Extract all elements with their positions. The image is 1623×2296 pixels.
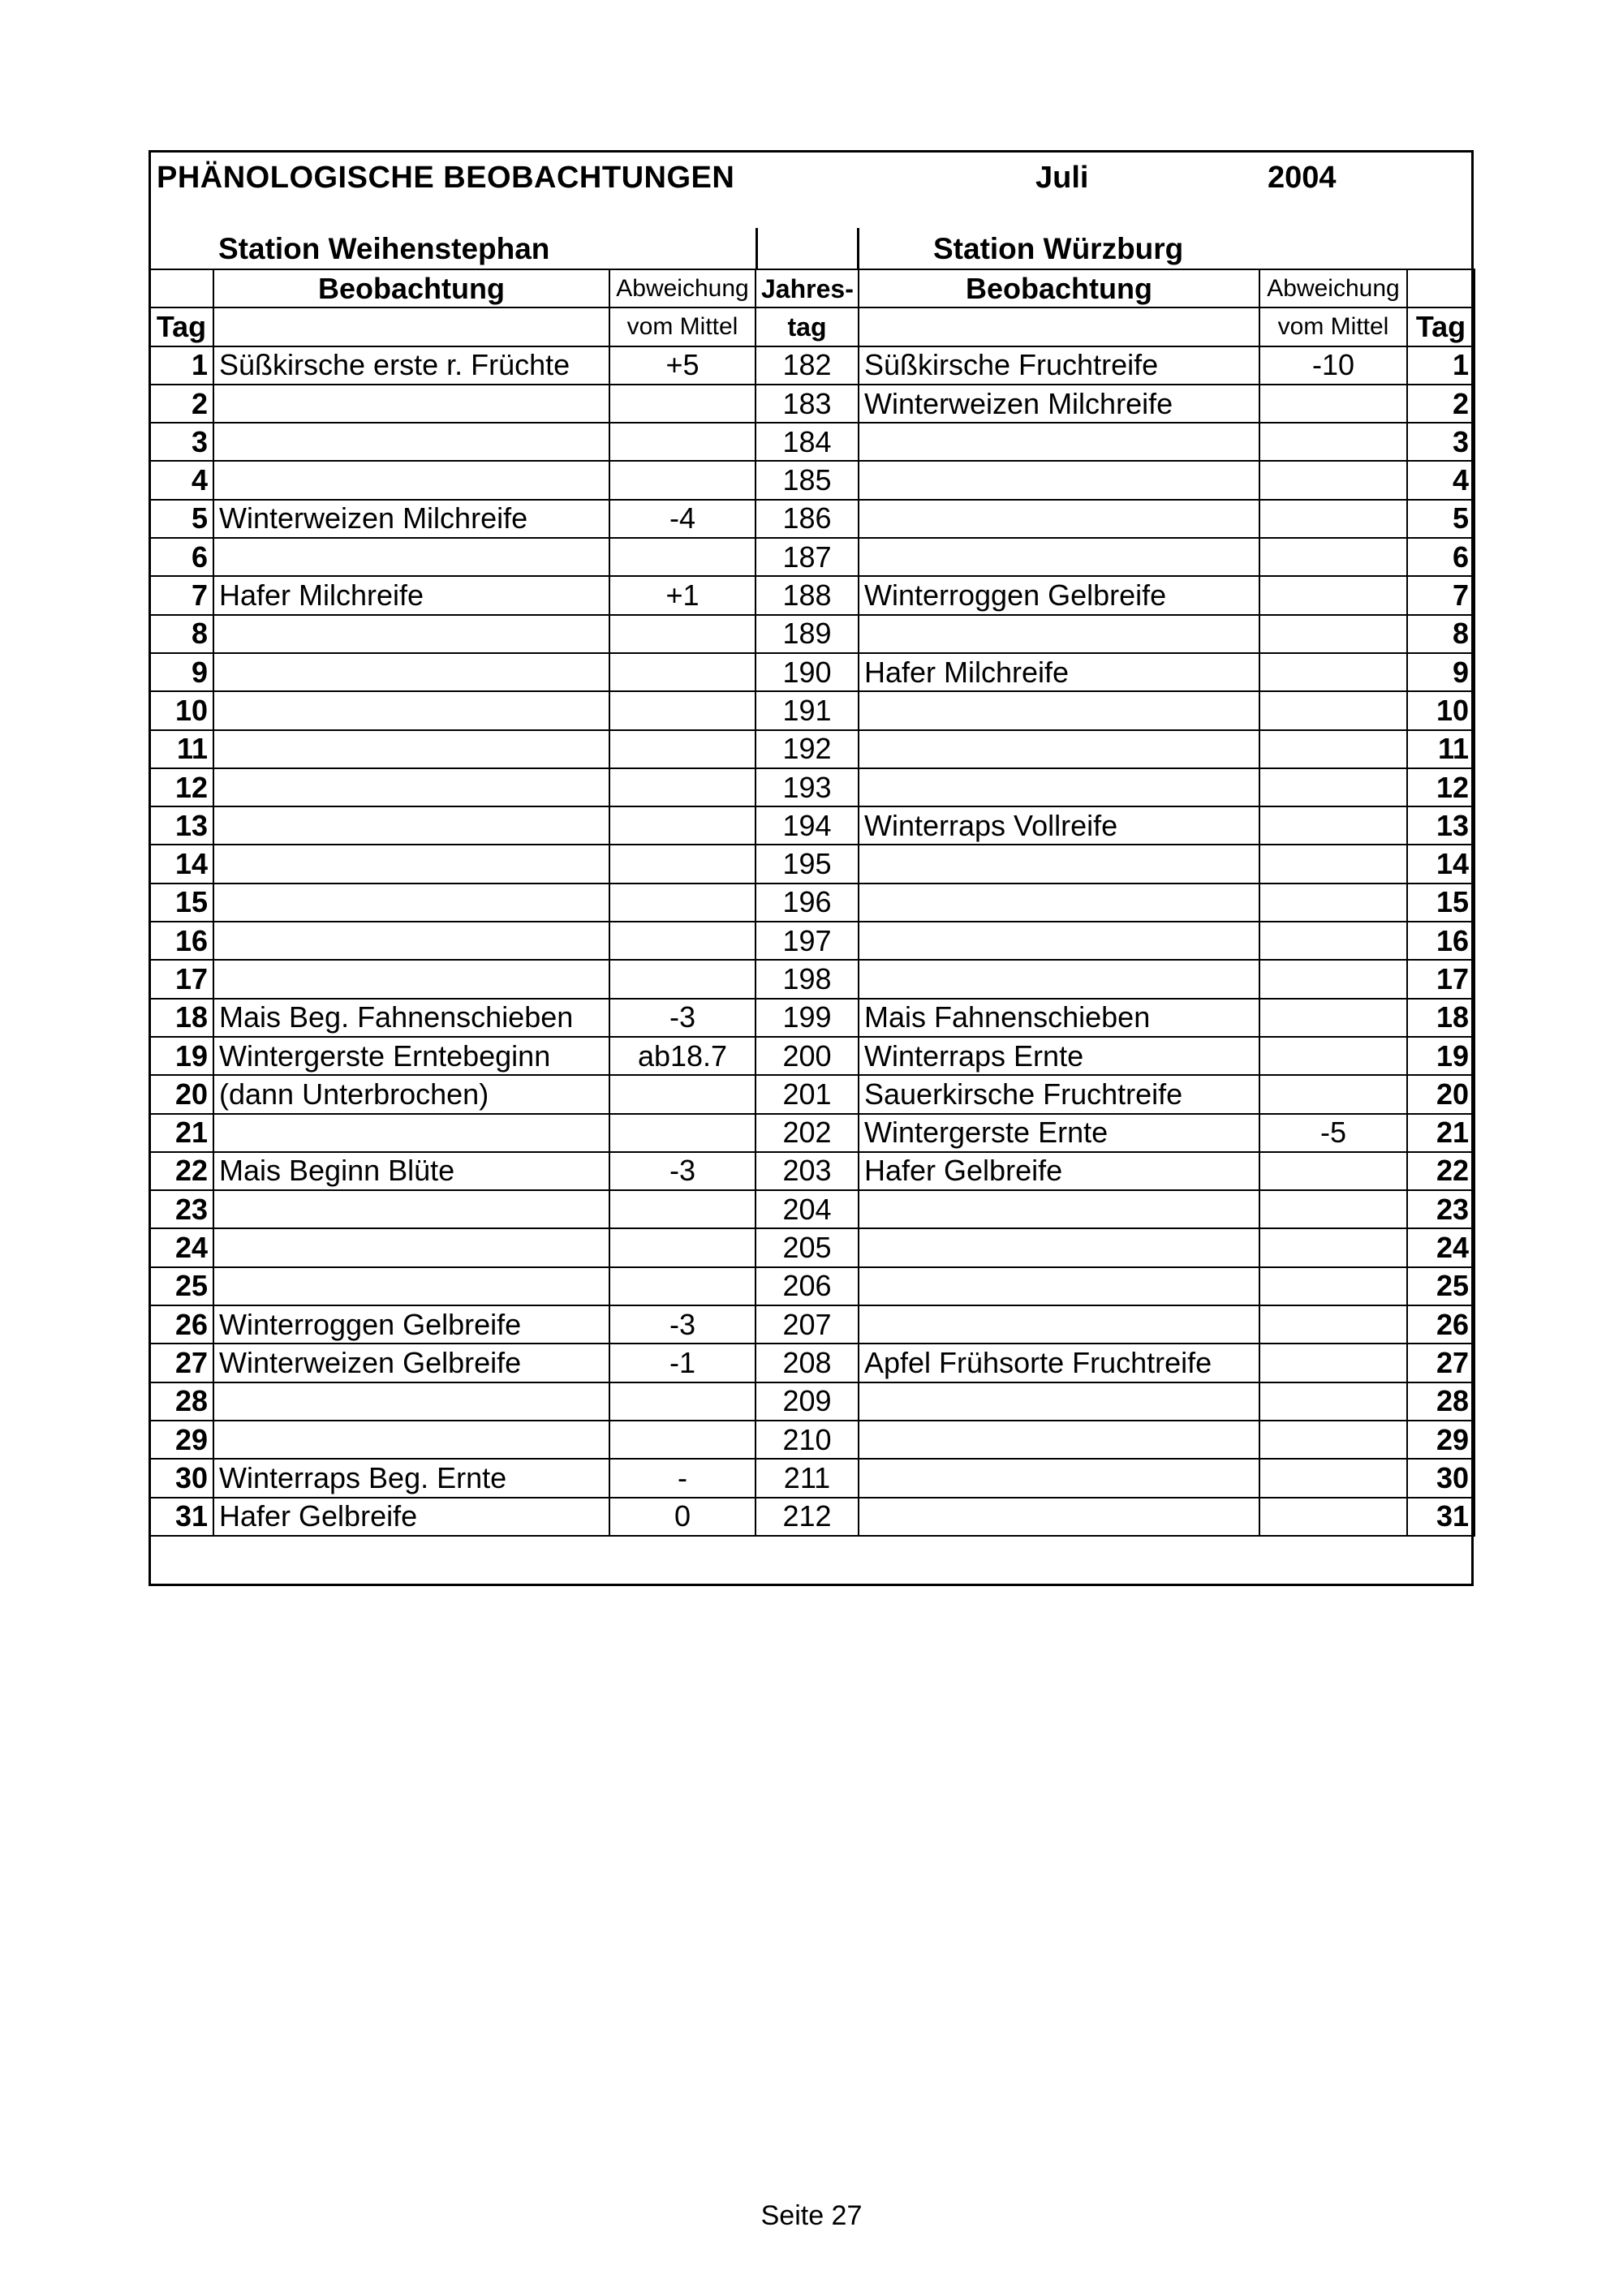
table-row <box>149 538 1474 576</box>
wuerzburg-observation-cell <box>859 1228 1259 1266</box>
day-of-year-cell: 193 <box>756 768 859 806</box>
wuerzburg-deviation-cell <box>1259 691 1407 729</box>
table-row <box>149 1267 1474 1305</box>
weihenstephan-deviation-cell <box>609 768 756 806</box>
wuerzburg-observation-cell: Süßkirsche Fruchtreife <box>859 346 1259 385</box>
day-right-cell: 29 <box>1407 1421 1474 1459</box>
weihenstephan-observation-cell: Süßkirsche erste r. Früchte <box>213 346 609 385</box>
wuerzburg-observation-cell: Winterraps Ernte <box>859 1037 1259 1075</box>
weihenstephan-deviation-cell: +1 <box>609 576 756 614</box>
wuerzburg-deviation-cell <box>1259 1421 1407 1459</box>
header-day-left: Tag <box>149 307 213 346</box>
day-of-year-cell: 185 <box>756 461 859 499</box>
wuerzburg-deviation-cell <box>1259 1498 1407 1536</box>
header-doy-top: Jahres- <box>756 269 859 307</box>
wuerzburg-deviation-cell <box>1259 1152 1407 1190</box>
day-left-cell: 19 <box>149 1037 213 1075</box>
table-row <box>149 1421 1474 1459</box>
wuerzburg-observation-cell <box>859 884 1259 922</box>
day-left-cell: 6 <box>149 538 213 576</box>
day-right-cell: 4 <box>1407 461 1474 499</box>
weihenstephan-deviation-cell: +5 <box>609 346 756 385</box>
wuerzburg-deviation-cell: -5 <box>1259 1114 1407 1152</box>
wuerzburg-deviation-cell: -10 <box>1259 346 1407 385</box>
column-header-row-1 <box>149 269 1474 307</box>
wuerzburg-observation-cell: Hafer Milchreife <box>859 653 1259 691</box>
day-left-cell: 27 <box>149 1344 213 1382</box>
day-left-cell: 2 <box>149 385 213 423</box>
wuerzburg-observation-cell <box>859 730 1259 768</box>
weihenstephan-observation-cell <box>213 884 609 922</box>
column-header-row-2 <box>149 307 1474 346</box>
day-right-cell: 9 <box>1407 653 1474 691</box>
day-right-cell: 17 <box>1407 960 1474 998</box>
weihenstephan-deviation-cell <box>609 730 756 768</box>
wuerzburg-deviation-cell <box>1259 1267 1407 1305</box>
day-of-year-cell: 183 <box>756 385 859 423</box>
weihenstephan-observation-cell: Winterroggen Gelbreife <box>213 1305 609 1344</box>
day-of-year-cell: 202 <box>756 1114 859 1152</box>
page-number: Seite 27 <box>760 2200 863 2231</box>
day-left-cell: 12 <box>149 768 213 806</box>
wuerzburg-observation-cell: Hafer Gelbreife <box>859 1152 1259 1190</box>
day-right-cell: 27 <box>1407 1344 1474 1382</box>
weihenstephan-observation-cell <box>213 768 609 806</box>
day-left-cell: 26 <box>149 1305 213 1344</box>
weihenstephan-observation-cell <box>213 423 609 461</box>
wuerzburg-deviation-cell <box>1259 922 1407 960</box>
weihenstephan-observation-cell: Mais Beginn Blüte <box>213 1152 609 1190</box>
wuerzburg-deviation-cell <box>1259 1305 1407 1344</box>
table-row <box>149 1382 1474 1421</box>
day-left-cell: 31 <box>149 1498 213 1536</box>
day-left-cell: 3 <box>149 423 213 461</box>
day-left-cell: 30 <box>149 1459 213 1497</box>
wuerzburg-observation-cell <box>859 845 1259 883</box>
table-row <box>149 730 1474 768</box>
header-empty-cell <box>149 269 213 307</box>
day-right-cell: 28 <box>1407 1382 1474 1421</box>
weihenstephan-observation-cell: Mais Beg. Fahnenschieben <box>213 999 609 1037</box>
weihenstephan-deviation-cell: - <box>609 1459 756 1497</box>
wuerzburg-deviation-cell <box>1259 845 1407 883</box>
wuerzburg-deviation-cell <box>1259 576 1407 614</box>
day-right-cell: 18 <box>1407 999 1474 1037</box>
wuerzburg-observation-cell <box>859 1190 1259 1228</box>
header-deviation-right-bottom: vom Mittel <box>1259 307 1407 346</box>
wuerzburg-observation-cell: Wintergerste Ernte <box>859 1114 1259 1152</box>
day-left-cell: 17 <box>149 960 213 998</box>
day-right-cell: 13 <box>1407 806 1474 845</box>
weihenstephan-observation-cell <box>213 538 609 576</box>
weihenstephan-observation-cell: Winterweizen Gelbreife <box>213 1344 609 1382</box>
day-right-cell: 6 <box>1407 538 1474 576</box>
header-doy-bottom: tag <box>756 307 859 346</box>
day-of-year-cell: 204 <box>756 1190 859 1228</box>
wuerzburg-observation-cell <box>859 1421 1259 1459</box>
wuerzburg-deviation-cell <box>1259 653 1407 691</box>
day-right-cell: 10 <box>1407 691 1474 729</box>
observation-table <box>149 269 1475 1537</box>
weihenstephan-observation-cell <box>213 1421 609 1459</box>
wuerzburg-deviation-cell <box>1259 461 1407 499</box>
day-right-cell: 26 <box>1407 1305 1474 1344</box>
day-left-cell: 25 <box>149 1267 213 1305</box>
table-row <box>149 576 1474 614</box>
table-row <box>149 1459 1474 1497</box>
header-empty-cell <box>1407 269 1474 307</box>
wuerzburg-deviation-cell <box>1259 768 1407 806</box>
weihenstephan-deviation-cell <box>609 461 756 499</box>
title-row <box>151 153 1471 221</box>
day-of-year-cell: 203 <box>756 1152 859 1190</box>
wuerzburg-deviation-cell <box>1259 500 1407 538</box>
table-row <box>149 1344 1474 1382</box>
weihenstephan-deviation-cell <box>609 1190 756 1228</box>
page-title: PHÄNOLOGISCHE BEOBACHTUNGEN <box>157 161 735 195</box>
wuerzburg-deviation-cell <box>1259 884 1407 922</box>
day-right-cell: 15 <box>1407 884 1474 922</box>
day-left-cell: 22 <box>149 1152 213 1190</box>
day-of-year-cell: 189 <box>756 615 859 653</box>
weihenstephan-observation-cell <box>213 1228 609 1266</box>
wuerzburg-observation-cell <box>859 768 1259 806</box>
table-row <box>149 768 1474 806</box>
wuerzburg-observation-cell <box>859 423 1259 461</box>
weihenstephan-deviation-cell: -4 <box>609 500 756 538</box>
day-of-year-cell: 187 <box>756 538 859 576</box>
header-empty-cell <box>859 307 1259 346</box>
day-of-year-cell: 186 <box>756 500 859 538</box>
wuerzburg-observation-cell: Winterraps Vollreife <box>859 806 1259 845</box>
table-row <box>149 461 1474 499</box>
day-of-year-cell: 199 <box>756 999 859 1037</box>
phenology-sheet <box>149 150 1474 1586</box>
weihenstephan-deviation-cell <box>609 653 756 691</box>
table-row <box>149 1190 1474 1228</box>
day-of-year-cell: 198 <box>756 960 859 998</box>
day-of-year-cell: 192 <box>756 730 859 768</box>
table-row <box>149 922 1474 960</box>
day-of-year-cell: 205 <box>756 1228 859 1266</box>
header-empty-cell <box>213 307 609 346</box>
wuerzburg-deviation-cell <box>1259 1344 1407 1382</box>
day-right-cell: 3 <box>1407 423 1474 461</box>
day-left-cell: 18 <box>149 999 213 1037</box>
wuerzburg-observation-cell <box>859 538 1259 576</box>
table-row <box>149 999 1474 1037</box>
weihenstephan-observation-cell <box>213 1190 609 1228</box>
day-of-year-cell: 191 <box>756 691 859 729</box>
weihenstephan-observation-cell <box>213 922 609 960</box>
wuerzburg-observation-cell: Winterroggen Gelbreife <box>859 576 1259 614</box>
wuerzburg-deviation-cell <box>1259 1382 1407 1421</box>
wuerzburg-observation-cell <box>859 1267 1259 1305</box>
table-row <box>149 884 1474 922</box>
day-of-year-cell: 196 <box>756 884 859 922</box>
weihenstephan-deviation-cell <box>609 385 756 423</box>
wuerzburg-observation-cell <box>859 615 1259 653</box>
weihenstephan-deviation-cell <box>609 1075 756 1113</box>
day-of-year-cell: 194 <box>756 806 859 845</box>
header-day-right: Tag <box>1407 307 1474 346</box>
day-left-cell: 4 <box>149 461 213 499</box>
weihenstephan-deviation-cell: ab18.7 <box>609 1037 756 1075</box>
weihenstephan-deviation-cell <box>609 615 756 653</box>
weihenstephan-observation-cell <box>213 1382 609 1421</box>
day-right-cell: 14 <box>1407 845 1474 883</box>
table-row <box>149 346 1474 385</box>
day-of-year-cell: 207 <box>756 1305 859 1344</box>
year-label: 2004 <box>1268 161 1337 195</box>
day-right-cell: 23 <box>1407 1190 1474 1228</box>
day-of-year-cell: 184 <box>756 423 859 461</box>
header-deviation-right-top: Abweichung <box>1259 269 1407 307</box>
station-wuerzburg: Station Würzburg <box>933 232 1184 265</box>
header-divider-left <box>756 228 758 270</box>
day-left-cell: 24 <box>149 1228 213 1266</box>
header-deviation-left-top: Abweichung <box>609 269 756 307</box>
table-row <box>149 691 1474 729</box>
wuerzburg-observation-cell: Apfel Frühsorte Fruchtreife <box>859 1344 1259 1382</box>
wuerzburg-observation-cell <box>859 1382 1259 1421</box>
day-of-year-cell: 206 <box>756 1267 859 1305</box>
day-of-year-cell: 195 <box>756 845 859 883</box>
day-left-cell: 16 <box>149 922 213 960</box>
table-row <box>149 1075 1474 1113</box>
weihenstephan-deviation-cell <box>609 806 756 845</box>
day-of-year-cell: 200 <box>756 1037 859 1075</box>
weihenstephan-observation-cell: (dann Unterbrochen) <box>213 1075 609 1113</box>
weihenstephan-observation-cell <box>213 615 609 653</box>
weihenstephan-deviation-cell <box>609 960 756 998</box>
weihenstephan-observation-cell <box>213 385 609 423</box>
table-row <box>149 1152 1474 1190</box>
weihenstephan-observation-cell <box>213 1114 609 1152</box>
weihenstephan-deviation-cell <box>609 1228 756 1266</box>
wuerzburg-observation-cell <box>859 461 1259 499</box>
wuerzburg-observation-cell <box>859 500 1259 538</box>
table-row <box>149 615 1474 653</box>
day-right-cell: 19 <box>1407 1037 1474 1075</box>
weihenstephan-observation-cell <box>213 1267 609 1305</box>
wuerzburg-deviation-cell <box>1259 1190 1407 1228</box>
weihenstephan-observation-cell <box>213 691 609 729</box>
day-left-cell: 13 <box>149 806 213 845</box>
day-of-year-cell: 197 <box>756 922 859 960</box>
day-of-year-cell: 212 <box>756 1498 859 1536</box>
day-of-year-cell: 208 <box>756 1344 859 1382</box>
station-weihenstephan: Station Weihenstephan <box>218 232 550 265</box>
day-left-cell: 10 <box>149 691 213 729</box>
wuerzburg-observation-cell <box>859 1459 1259 1497</box>
wuerzburg-deviation-cell <box>1259 385 1407 423</box>
weihenstephan-deviation-cell <box>609 922 756 960</box>
wuerzburg-deviation-cell <box>1259 1037 1407 1075</box>
day-right-cell: 30 <box>1407 1459 1474 1497</box>
wuerzburg-deviation-cell <box>1259 538 1407 576</box>
header-observation-right: Beobachtung <box>859 269 1259 307</box>
wuerzburg-deviation-cell <box>1259 615 1407 653</box>
weihenstephan-deviation-cell: 0 <box>609 1498 756 1536</box>
weihenstephan-deviation-cell <box>609 423 756 461</box>
table-row <box>149 423 1474 461</box>
weihenstephan-deviation-cell <box>609 691 756 729</box>
day-left-cell: 9 <box>149 653 213 691</box>
table-row <box>149 1498 1474 1536</box>
day-right-cell: 7 <box>1407 576 1474 614</box>
table-row <box>149 500 1474 538</box>
wuerzburg-observation-cell <box>859 1498 1259 1536</box>
weihenstephan-deviation-cell <box>609 1421 756 1459</box>
day-of-year-cell: 190 <box>756 653 859 691</box>
table-row <box>149 960 1474 998</box>
day-right-cell: 25 <box>1407 1267 1474 1305</box>
wuerzburg-deviation-cell <box>1259 423 1407 461</box>
weihenstephan-deviation-cell <box>609 1114 756 1152</box>
wuerzburg-deviation-cell <box>1259 730 1407 768</box>
day-left-cell: 28 <box>149 1382 213 1421</box>
header-divider-right <box>857 228 859 270</box>
weihenstephan-observation-cell <box>213 960 609 998</box>
table-row <box>149 845 1474 883</box>
day-of-year-cell: 182 <box>756 346 859 385</box>
weihenstephan-deviation-cell: -3 <box>609 999 756 1037</box>
table-row <box>149 806 1474 845</box>
weihenstephan-observation-cell <box>213 845 609 883</box>
wuerzburg-deviation-cell <box>1259 806 1407 845</box>
weihenstephan-deviation-cell <box>609 1267 756 1305</box>
day-right-cell: 31 <box>1407 1498 1474 1536</box>
day-left-cell: 20 <box>149 1075 213 1113</box>
day-left-cell: 11 <box>149 730 213 768</box>
weihenstephan-observation-cell <box>213 653 609 691</box>
day-left-cell: 8 <box>149 615 213 653</box>
day-left-cell: 5 <box>149 500 213 538</box>
weihenstephan-observation-cell: Wintergerste Erntebeginn <box>213 1037 609 1075</box>
weihenstephan-deviation-cell <box>609 1382 756 1421</box>
weihenstephan-observation-cell <box>213 730 609 768</box>
day-left-cell: 23 <box>149 1190 213 1228</box>
day-right-cell: 16 <box>1407 922 1474 960</box>
table-row <box>149 1114 1474 1152</box>
weihenstephan-observation-cell <box>213 461 609 499</box>
day-left-cell: 14 <box>149 845 213 883</box>
day-right-cell: 20 <box>1407 1075 1474 1113</box>
table-row <box>149 653 1474 691</box>
header-deviation-left-bottom: vom Mittel <box>609 307 756 346</box>
wuerzburg-deviation-cell <box>1259 1075 1407 1113</box>
day-left-cell: 15 <box>149 884 213 922</box>
weihenstephan-observation-cell: Winterraps Beg. Ernte <box>213 1459 609 1497</box>
day-right-cell: 21 <box>1407 1114 1474 1152</box>
weihenstephan-observation-cell: Hafer Gelbreife <box>213 1498 609 1536</box>
day-right-cell: 2 <box>1407 385 1474 423</box>
wuerzburg-deviation-cell <box>1259 1459 1407 1497</box>
day-of-year-cell: 209 <box>756 1382 859 1421</box>
weihenstephan-deviation-cell: -3 <box>609 1152 756 1190</box>
day-left-cell: 7 <box>149 576 213 614</box>
day-of-year-cell: 201 <box>756 1075 859 1113</box>
day-right-cell: 1 <box>1407 346 1474 385</box>
day-right-cell: 5 <box>1407 500 1474 538</box>
weihenstephan-deviation-cell <box>609 884 756 922</box>
wuerzburg-observation-cell <box>859 1305 1259 1344</box>
header-observation-left: Beobachtung <box>213 269 609 307</box>
day-right-cell: 22 <box>1407 1152 1474 1190</box>
wuerzburg-observation-cell: Mais Fahnenschieben <box>859 999 1259 1037</box>
weihenstephan-deviation-cell <box>609 845 756 883</box>
day-right-cell: 8 <box>1407 615 1474 653</box>
wuerzburg-deviation-cell <box>1259 1228 1407 1266</box>
table-row <box>149 1305 1474 1344</box>
day-left-cell: 1 <box>149 346 213 385</box>
day-of-year-cell: 188 <box>756 576 859 614</box>
wuerzburg-deviation-cell <box>1259 960 1407 998</box>
weihenstephan-observation-cell: Hafer Milchreife <box>213 576 609 614</box>
table-row <box>149 1228 1474 1266</box>
weihenstephan-deviation-cell <box>609 538 756 576</box>
wuerzburg-observation-cell: Winterweizen Milchreife <box>859 385 1259 423</box>
table-row <box>149 1037 1474 1075</box>
day-left-cell: 21 <box>149 1114 213 1152</box>
day-of-year-cell: 211 <box>756 1459 859 1497</box>
weihenstephan-deviation-cell: -3 <box>609 1305 756 1344</box>
day-left-cell: 29 <box>149 1421 213 1459</box>
wuerzburg-observation-cell <box>859 691 1259 729</box>
weihenstephan-deviation-cell: -1 <box>609 1344 756 1382</box>
table-row <box>149 385 1474 423</box>
wuerzburg-observation-cell <box>859 960 1259 998</box>
day-right-cell: 11 <box>1407 730 1474 768</box>
wuerzburg-observation-cell: Sauerkirsche Fruchtreife <box>859 1075 1259 1113</box>
wuerzburg-observation-cell <box>859 922 1259 960</box>
day-right-cell: 24 <box>1407 1228 1474 1266</box>
weihenstephan-observation-cell <box>213 806 609 845</box>
wuerzburg-deviation-cell <box>1259 999 1407 1037</box>
day-right-cell: 12 <box>1407 768 1474 806</box>
weihenstephan-observation-cell: Winterweizen Milchreife <box>213 500 609 538</box>
day-of-year-cell: 210 <box>756 1421 859 1459</box>
month-label: Juli <box>1035 161 1089 195</box>
